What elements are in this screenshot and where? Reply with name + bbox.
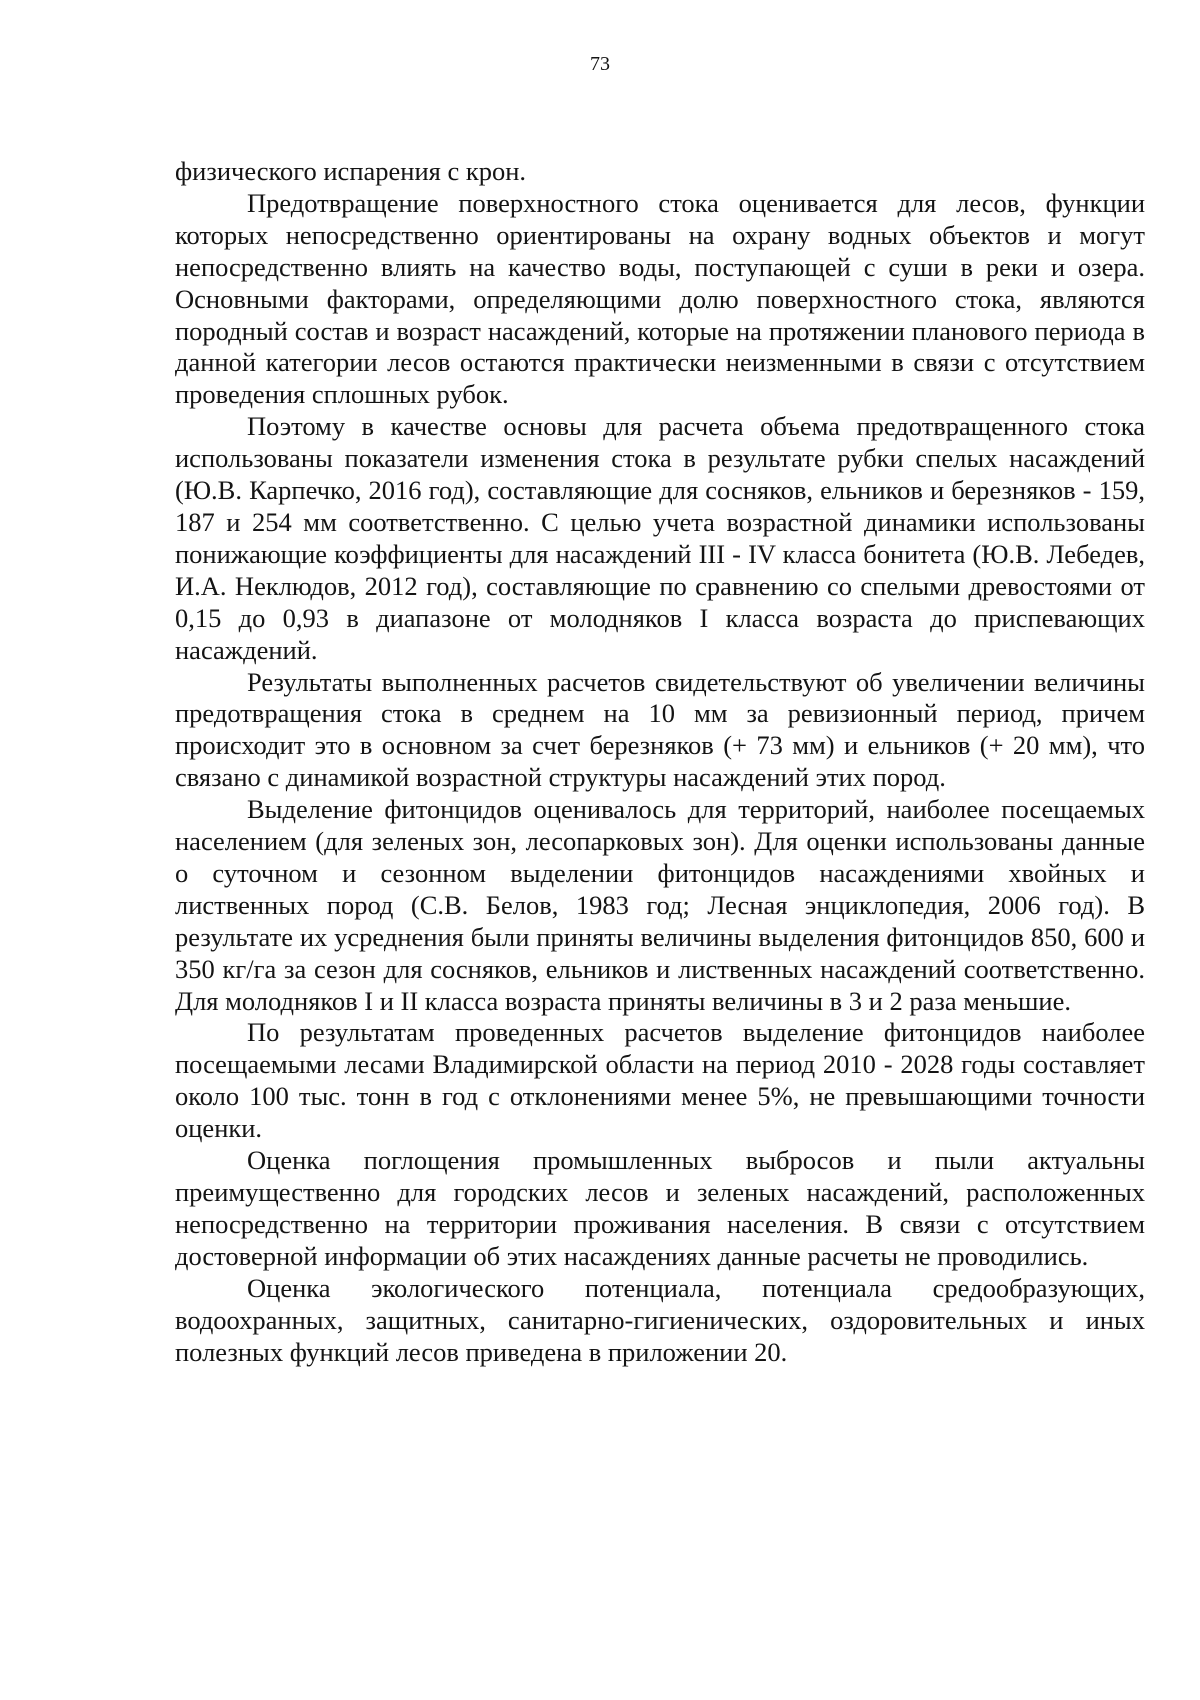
paragraph-phytoncides: Выделение фитонцидов оценивалось для территорий, наиболее посещаемых населением (для зеленых зон, лесопарковых зон). Для оценки использованы данные о суточном и сезонном выделении фитонцидов насаждениями хвойных и лиственных пород (С.В. Белов, 1983 год; Лесная энциклопедия, 2006 год). В результате их усреднения были приняты величины выделения фитонцидов 850, 600 и 350 кг/га за сезон для сосняков, ельников и лиственных насаждений соответственно. Для молодняков I и II класса возраста приняты величины в 3 и 2 раза меньшие. — [175, 794, 1145, 1016]
body-text — [175, 156, 1145, 1368]
paragraph-phytoncides-results: По результатам проведенных расчетов выделение фитонцидов наиболее посещаемыми лесами Владимирской области на период 2010 - 2028 годы составляет около 100 тыс. тонн в год с отклонениями менее 5%, не превышающими точности оценки. — [175, 1017, 1145, 1144]
paragraph-emissions: Оценка поглощения промышленных выбросов и пыли актуальны преимущественно для городских лесов и зеленых насаждений, расположенных непосредственно на территории проживания населения. В связи с отсутствием достоверной информации об этих насаждениях данные расчеты не проводились. — [175, 1145, 1145, 1271]
paragraph-continuation: физического испарения с крон. — [175, 156, 527, 186]
paragraph-runoff-results: Результаты выполненных расчетов свидетельствуют об увеличении величины предотвращения стока в среднем на 10 мм за ревизионный период, причем происходит это в основном за счет березняков (+ 73 мм) и ельников (+ 20 мм), что связано с динамикой возрастной структуры насаждений этих пород. — [175, 666, 1145, 793]
page-number: 73 — [590, 53, 610, 75]
paragraph-runoff-basis: Поэтому в качестве основы для расчета объема предотвращенного стока использованы показатели изменения стока в результате рубки спелых насаждений (Ю.В. Карпечко, 2016 год), составляющие для сосняков, ельников и березняков - 159, 187 и 254 мм соответственно. С целью учета возрастной динамики использованы понижающие коэффициенты для насаждений III - IV класса бонитета (Ю.В. Лебедев, И.А. Неклюдов, 2012 год), составляющие по сравнению со спелыми древостоями от 0,15 до 0,93 в диапазоне от молодняков I класса возраста до приспевающих насаждений. — [175, 411, 1145, 665]
paragraph-ecological-potential: Оценка экологического потенциала, потенциала средообразующих, водоохранных, защитных, санитарно-гигиенических, оздоровительных и иных полезных функций лесов приведена в приложении 20. — [175, 1272, 1145, 1367]
paragraph-surface-runoff: Предотвращение поверхностного стока оценивается для лесов, функции которых непосредственно ориентированы на охрану водных объектов и могут непосредственно влиять на качество воды, поступающей с суши в реки и озера. Основными факторами, определяющими долю поверхностного стока, являются породный состав и возраст насаждений, которые на протяжении планового периода в данной категории лесов остаются практически неизменными в связи с отсутствием проведения сплошных рубок. — [175, 187, 1145, 410]
